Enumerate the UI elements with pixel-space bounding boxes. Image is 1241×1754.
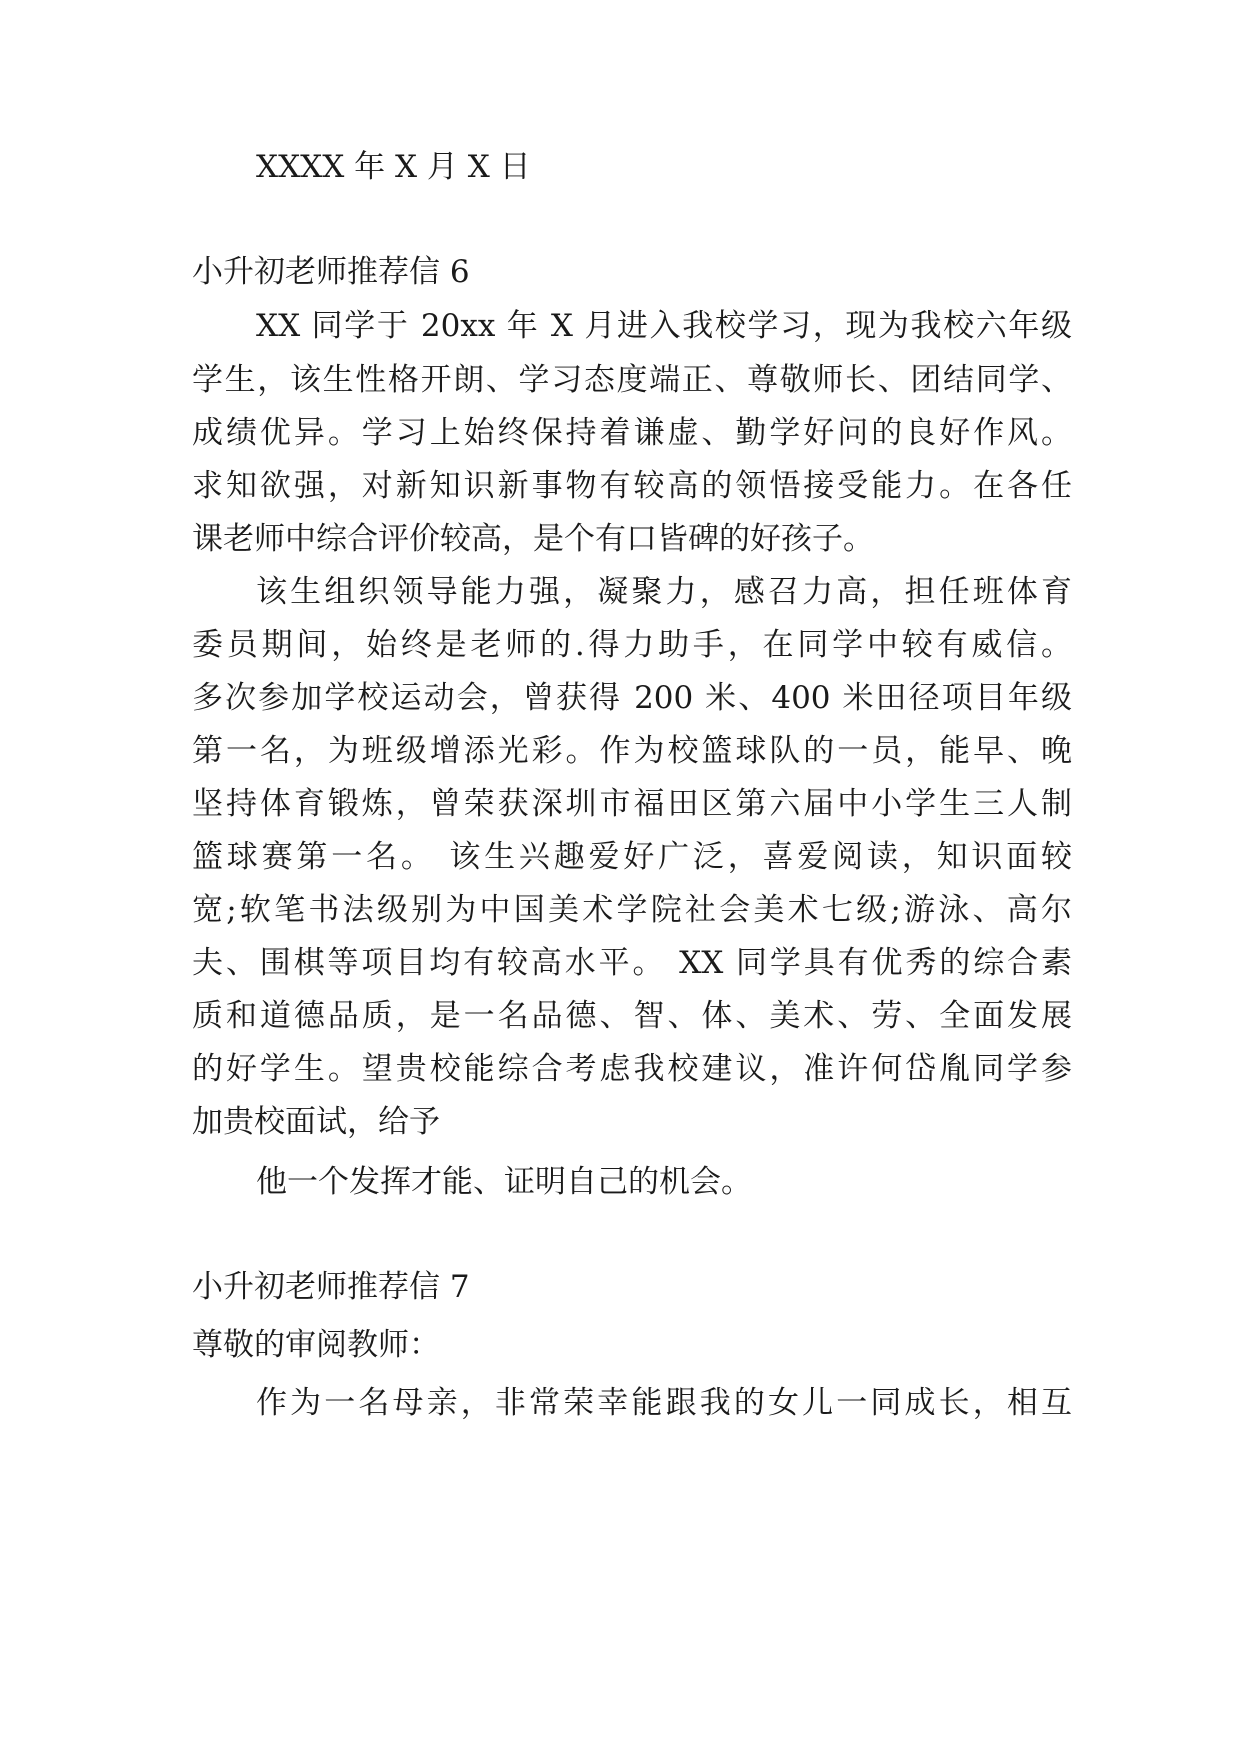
paragraph-line: 篮球赛第一名。 该生兴趣爱好广泛，喜爱阅读，知识面较 [192, 839, 1072, 875]
paragraph-line: 课老师中综合评价较高，是个有口皆碑的好孩子。 [192, 521, 874, 557]
salutation: 尊敬的审阅教师： [192, 1327, 440, 1363]
paragraph-line: 求知欲强，对新知识新事物有较高的领悟接受能力。在各任 [192, 468, 1072, 504]
paragraph-line: 的好学生。望贵校能综合考虑我校建议，准许何岱胤同学参 [192, 1051, 1072, 1087]
paragraph-line: 该生组织领导能力强，凝聚力，感召力高，担任班体育 [256, 574, 1072, 610]
paragraph-line: 学生，该生性格开朗、学习态度端正、尊敬师长、团结同学、 [192, 362, 1072, 398]
paragraph-line: 多次参加学校运动会，曾获得 200 米、400 米田径项目年级 [192, 680, 1072, 716]
letter-6-title: 小升初老师推荐信 6 [192, 254, 470, 290]
paragraph-line: 作为一名母亲，非常荣幸能跟我的女儿一同成长，相互 [256, 1385, 1072, 1421]
paragraph-line: 委员期间，始终是老师的.得力助手，在同学中较有威信。 [192, 627, 1072, 663]
paragraph-line: 第一名，为班级增添光彩。作为校篮球队的一员，能早、晚 [192, 733, 1072, 769]
date-line: XXXX 年 X 月 X 日 [256, 149, 531, 185]
paragraph-line: 成绩优异。学习上始终保持着谦虚、勤学好问的良好作风。 [192, 415, 1072, 451]
paragraph-line: 质和道德品质，是一名品德、智、体、美术、劳、全面发展 [192, 998, 1072, 1034]
paragraph-line: 他一个发挥才能、证明自己的机会。 [256, 1164, 752, 1200]
paragraph-line: 加贵校面试，给予 [192, 1104, 440, 1140]
paragraph-line: XX 同学于 20xx 年 X 月进入我校学习，现为我校六年级 [256, 308, 1072, 344]
paragraph-line: 坚持体育锻炼，曾荣获深圳市福田区第六届中小学生三人制 [192, 786, 1072, 822]
letter-7-title: 小升初老师推荐信 7 [192, 1269, 470, 1305]
paragraph-line: 夫、围棋等项目均有较高水平。 XX 同学具有优秀的综合素 [192, 945, 1072, 981]
paragraph-line: 宽;软笔书法级别为中国美术学院社会美术七级;游泳、高尔 [192, 892, 1072, 928]
